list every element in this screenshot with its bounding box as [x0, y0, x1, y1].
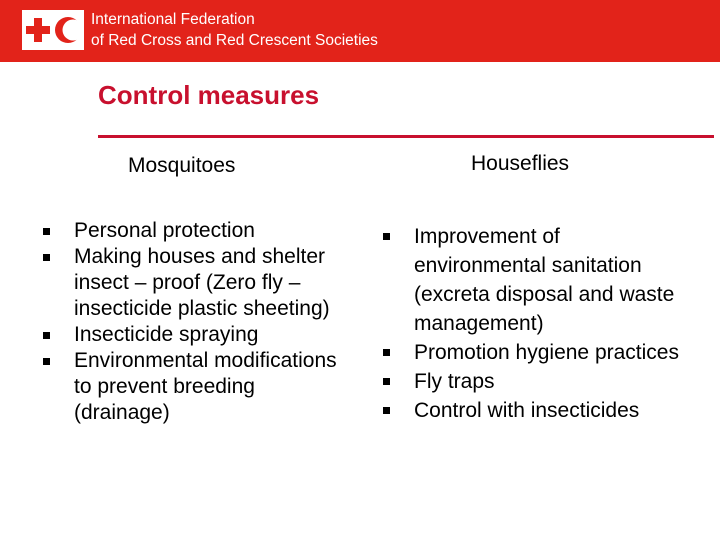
- list-item: [382, 222, 692, 338]
- square-bullet-icon: [383, 378, 390, 385]
- header-banner: [0, 0, 720, 62]
- houseflies-heading: Houseflies: [471, 152, 570, 175]
- list-item-text: Control with insecticides: [414, 399, 640, 422]
- red-cross-crescent-emblem-icon: [22, 10, 84, 50]
- list-item-text: Environmental modifications to prevent breeding (drainage): [74, 349, 337, 424]
- mosquito-measures-list: [42, 218, 342, 426]
- list-item-text: Personal protection: [74, 219, 255, 242]
- square-bullet-icon: [383, 407, 390, 414]
- list-item: [42, 244, 342, 322]
- ifrc-logo: [22, 10, 84, 50]
- organization-name: [91, 9, 378, 51]
- square-bullet-icon: [383, 349, 390, 356]
- list-item: [382, 338, 692, 367]
- organization-name-line1: International Federation: [91, 11, 255, 28]
- organization-name-line2: of Red Cross and Red Crescent Societies: [91, 32, 378, 49]
- list-item: [42, 218, 342, 244]
- list-item-text: Insecticide spraying: [74, 323, 259, 346]
- square-bullet-icon: [43, 332, 50, 339]
- housefly-measures-list: [382, 222, 692, 425]
- list-item-text: Promotion hygiene practices: [414, 341, 679, 364]
- list-item: [382, 367, 692, 396]
- list-item-text: Fly traps: [414, 370, 495, 393]
- list-item-text: Improvement of environmental sanitation (excreta disposal and waste management): [414, 225, 675, 335]
- list-item: [42, 348, 342, 426]
- list-item: [42, 322, 342, 348]
- list-item: [382, 396, 692, 425]
- square-bullet-icon: [43, 228, 50, 235]
- slide-title: Control measures: [98, 80, 320, 110]
- list-item-text: Making houses and shelter insect – proof (Zero fly – insecticide plastic sheeting): [74, 245, 330, 320]
- square-bullet-icon: [43, 358, 50, 365]
- square-bullet-icon: [43, 254, 50, 261]
- title-underline-divider: [98, 135, 714, 138]
- mosquitoes-heading: Mosquitoes: [128, 154, 236, 177]
- square-bullet-icon: [383, 233, 390, 240]
